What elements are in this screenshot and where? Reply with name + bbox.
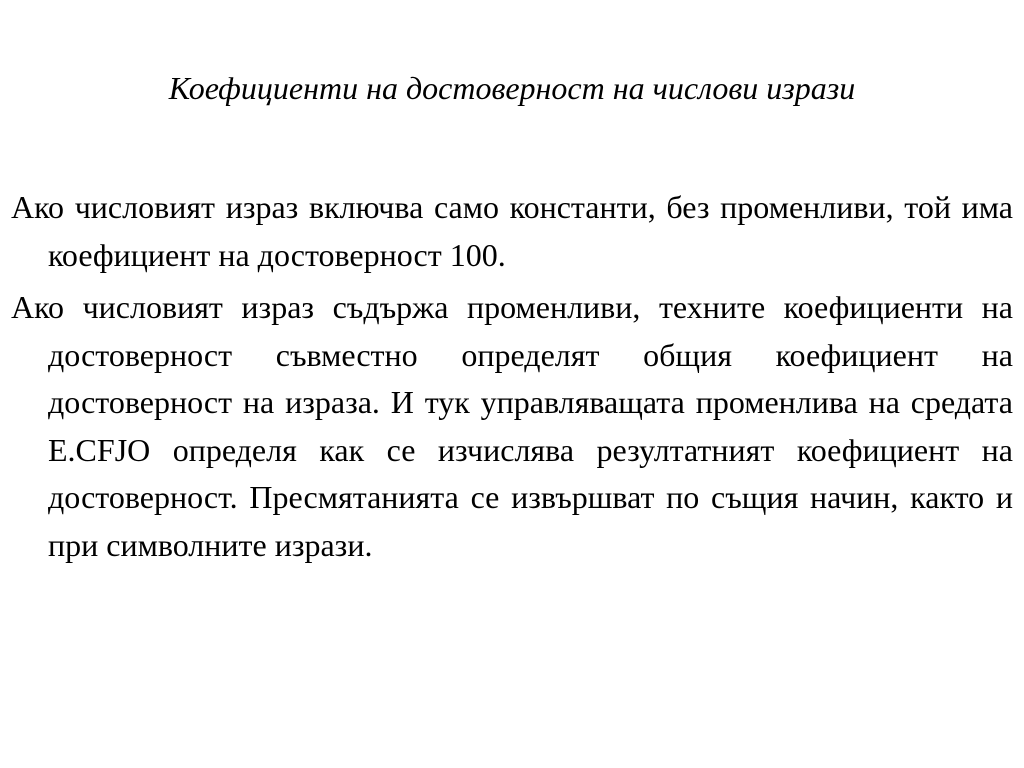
slide-body <box>11 184 1013 574</box>
paragraph-variables: Ако числовият израз съдържа променливи, техните коефициенти на достоверност съвместно определят общия коефициент на достоверност на израза. И тук управляващата променлива на средата E.CFJO определя как се изчислява резултатният коефициент на достоверност. Пресмятанията се извършват по същия начин, както и при символните изрази. <box>11 289 1013 563</box>
slide-title: Коефициенти на достоверност на числови изрази <box>168 70 856 106</box>
paragraph-constants: Ако числовият израз включва само константи, без променливи, той има коефициент на достоверност 100. <box>11 189 1013 273</box>
